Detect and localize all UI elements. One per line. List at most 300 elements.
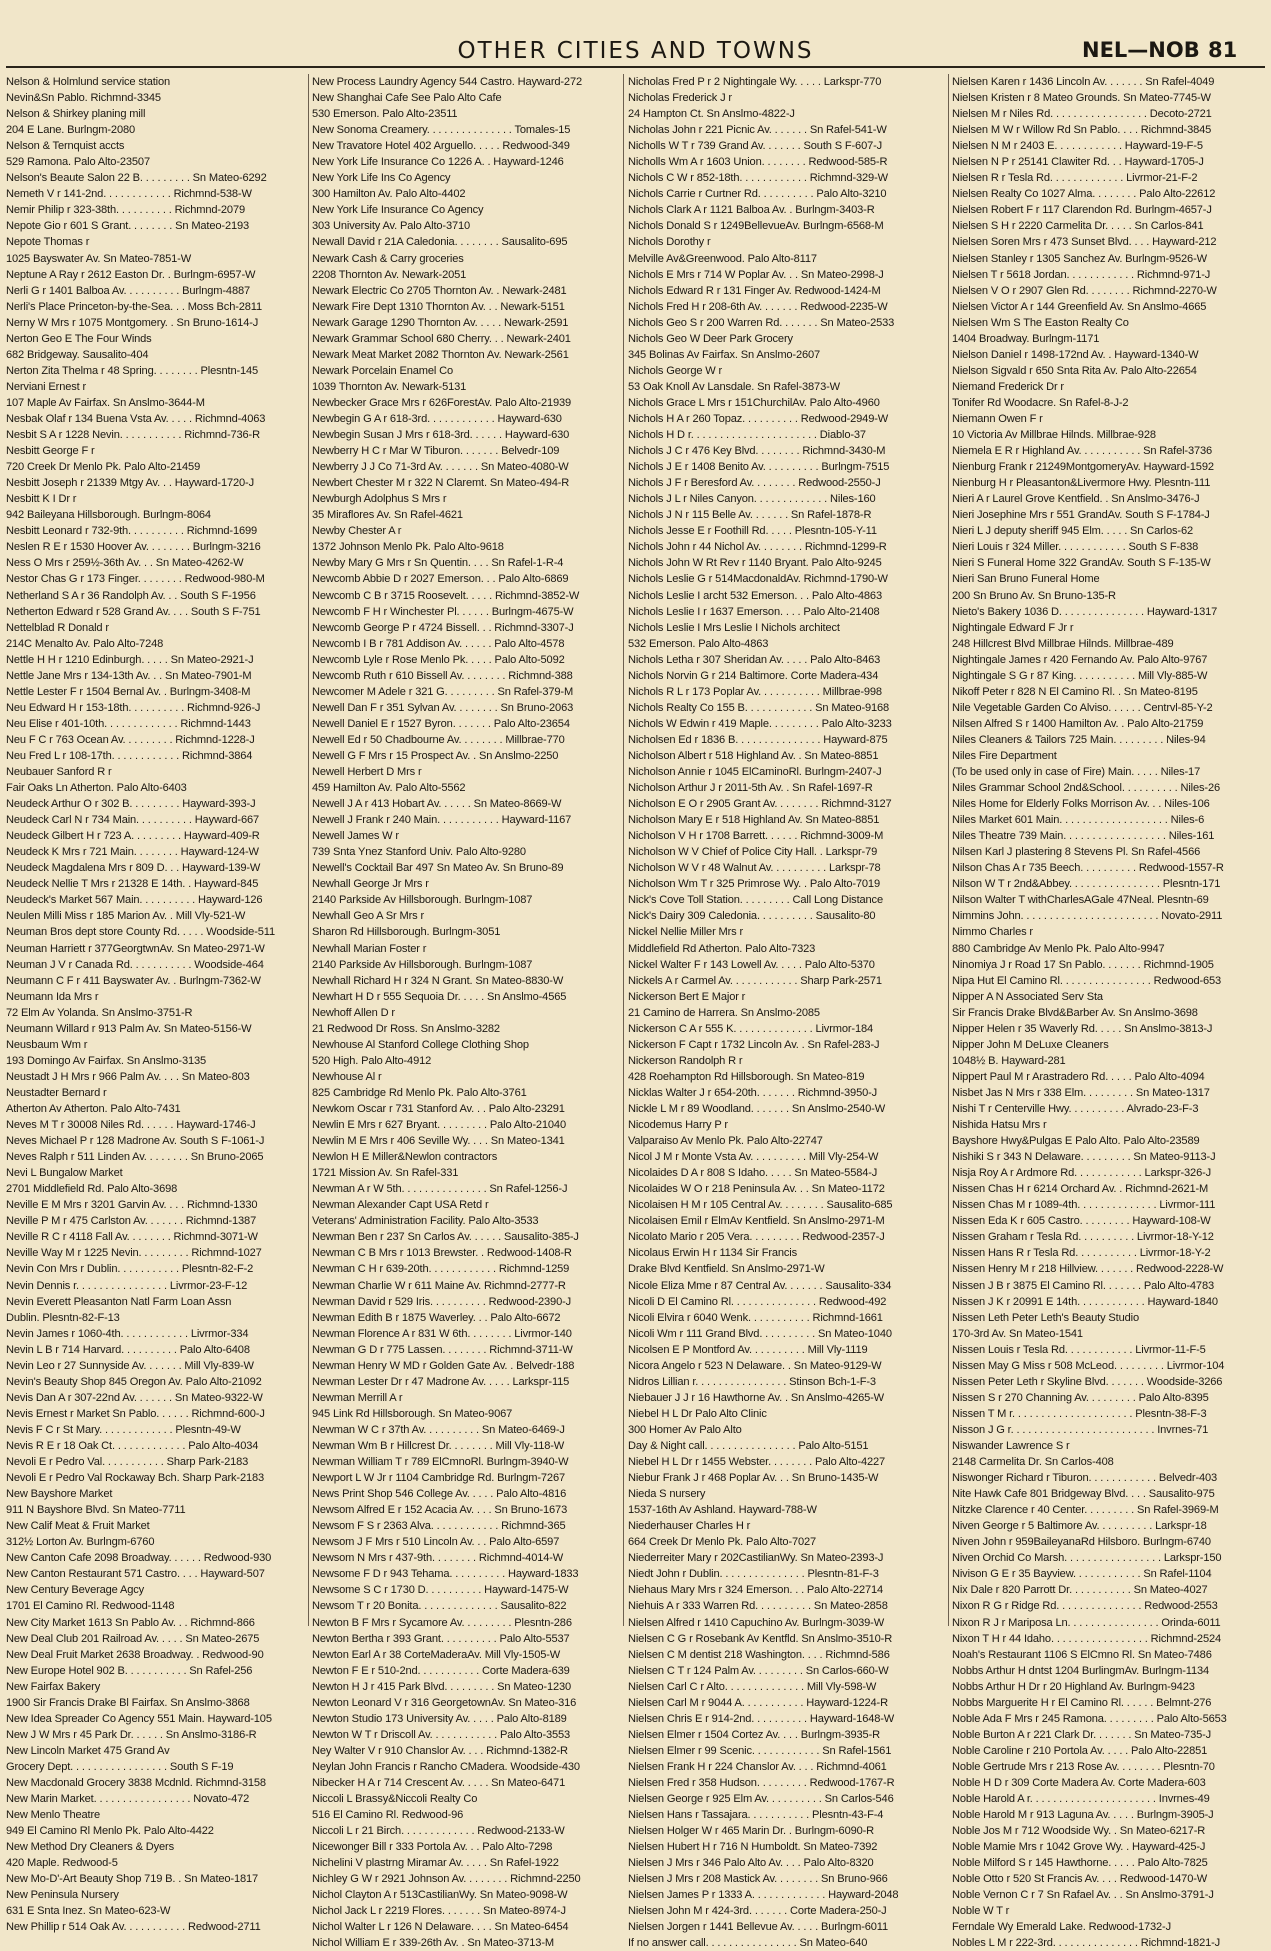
listing-entry: Newell G F Mrs r 15 Prospect Av. . Sn Anslmo-2250	[312, 749, 559, 762]
listing-entry: Noble Jos M r 712 Woodside Wy. . Sn Mateo-6217-R	[952, 1825, 1206, 1838]
listing-entry: Nichols Dorothy r	[628, 236, 711, 249]
listing-entry: Newsom F S r 2363 Alva. . . . . . . . . . . . Richmnd-365	[312, 1520, 566, 1533]
listing-entry: Nichols J N r 115 Belle Av. . . . . . . Sn Rafel-1878-R	[628, 509, 872, 522]
listing-entry: 516 El Camino Rl. Redwood-96	[312, 1809, 464, 1822]
listing-entry: Noble Gertrude Mrs r 213 Rose Av. . . . . . . . Plesntn-70	[952, 1760, 1215, 1773]
listing-entry: Newton B F Mrs r Sycamore Av. . . . . . . . . Plesntn-286	[312, 1616, 572, 1629]
listing-entry: 303 University Av. Palo Alto-3710	[312, 220, 471, 233]
listing-entry: Neulen Milli Miss r 185 Marion Av. . Mill Vly-521-W	[6, 910, 246, 923]
listing-entry: Neudeck K Mrs r 721 Main. . . . . . . . Hayward-124-W	[6, 846, 259, 859]
listing-entry: 2208 Thornton Av. Newark-2051	[312, 268, 467, 281]
listing-entry: Nissen T M r. . . . . . . . . . . . . . . . . . . . . Plesntn-38-F-3	[952, 1407, 1207, 1420]
listing-entry: Nielsen J Mrs r 208 Mastick Av. . . . . . . . Sn Bruno-966	[628, 1873, 888, 1886]
listing-entry: Nielsen Fred r 358 Hudson. . . . . . . . . Redwood-1767-R	[628, 1776, 895, 1789]
listing-entry: Nibecker H A r 714 Crescent Av. . . . . Sn Mateo-6471	[312, 1776, 566, 1789]
listing-entry: Nissen Hans R r Tesla Rd. . . . . . . . . . . Livrmor-18-Y-2	[952, 1247, 1211, 1260]
listing-entry: Neves Ralph r 511 Linden Av. . . . . . . . Sn Bruno-2065	[6, 1151, 264, 1164]
listing-entry: Nissen Eda K r 605 Castro. . . . . . . . . Hayward-108-W	[952, 1215, 1211, 1228]
listing-entry: Nielsen Soren Mrs r 473 Sunset Blvd. . . . Hayward-212	[952, 236, 1217, 249]
listing-entry: Nichols Geo W Deer Park Grocery	[628, 332, 793, 345]
listing-entry: Nesbak Olaf r 134 Buena Vsta Av. . . . . Richmnd-4063	[6, 412, 266, 425]
listing-entry: Newark Meat Market 2082 Thornton Av. Newark-2561	[312, 348, 569, 361]
listing-entry: Nissen Chas M r 1089-4th. . . . . . . . . . . . . . Livrmor-111	[952, 1199, 1216, 1212]
listing-entry: 35 Miraflores Av. Sn Rafel-4621	[312, 509, 463, 522]
listing-entry: 107 Maple Av Fairfax. Sn Anslmo-3644-M	[6, 396, 205, 409]
listing-entry: Nemir Philip r 323-38th. . . . . . . . . . Richmnd-2079	[6, 204, 245, 217]
listing-entry: Nichols J L r Niles Canyon. . . . . . . . . . . . . Niles-160	[628, 493, 876, 506]
listing-entry: Nielsen C G r Rosebank Av Kentfld. Sn Anslmo-3510-R	[628, 1632, 893, 1645]
listing-entry: 21 Redwood Dr Ross. Sn Anslmo-3282	[312, 1022, 500, 1035]
listing-entry: Nichols H A r 260 Topaz. . . . . . . . . . Redwood-2949-W	[628, 412, 889, 425]
listing-entry: New Lincoln Market 475 Grand Av	[6, 1744, 170, 1757]
listing-entry: Nielsen C T r 124 Palm Av. . . . . . . . . Sn Carlos-660-W	[628, 1664, 889, 1677]
listing-entry: Nightingale Edward F Jr r	[952, 621, 1074, 634]
listing-entry: Newman Charlie W r 611 Maine Av. Richmnd-2777-R	[312, 1279, 566, 1292]
listing-entry: Nevin Con Mrs r Dublin. . . . . . . . . . . Plesntn-82-F-2	[6, 1263, 254, 1276]
listing-entry: Nichols Carrie r Curtner Rd. . . . . . . . . . Palo Alto-3210	[628, 188, 887, 201]
listing-entry: 664 Creek Dr Menlo Pk. Palo Alto-7027	[628, 1536, 817, 1549]
listing-entry: Neville R C r 4118 Fall Av. . . . . . . . Richmnd-3071-W	[6, 1231, 258, 1244]
listing-entry: Nichols John W Rt Rev r 1140 Bryant. Palo Alto-9245	[628, 557, 882, 570]
listing-entry: Nimmo Charles r	[952, 926, 1033, 939]
listing-entry: Niemela E R r Highland Av. . . . . . . . . . . Sn Rafel-3736	[952, 445, 1213, 458]
listing-entry: Nevis R E r 18 Oak Ct. . . . . . . . . . . . . Palo Alto-4034	[6, 1439, 259, 1452]
listing-entry: 1721 Mission Av. Sn Rafel-331	[312, 1167, 459, 1180]
listing-entry: Nevoli E r Pedro Val. . . . . . . . . . . Sharp Park-2183	[6, 1456, 249, 1469]
listing-entry: New Canton Cafe 2098 Broadway. . . . . . Redwood-930	[6, 1552, 272, 1565]
listing-entry: Nielsen John M r 424-3rd. . . . . . . Corte Madera-250-J	[628, 1905, 887, 1918]
listing-entry: Newhouse Al Stanford College Clothing Shop	[312, 1038, 529, 1051]
listing-entry: 1404 Broadway. Burlngm-1171	[952, 332, 1100, 345]
listing-entry: Nichol William E r 339-26th Av. . Sn Mateo-3713-M	[312, 1937, 554, 1950]
listing-entry: 459 Hamilton Av. Palo Alto-5562	[312, 782, 466, 795]
listing-entry: Nichley G W r 2921 Johnson Av. . . . . . . . Richmnd-2250	[312, 1873, 581, 1886]
listing-entry: Nielsen James P r 1333 A. . . . . . . . . . . . . Hayward-2048	[628, 1889, 899, 1902]
listing-column-2	[312, 74, 618, 1950]
listing-entry: Nicolaus Erwin H r 1134 Sir Francis	[628, 1247, 798, 1260]
listing-entry: Newlin E Mrs r 627 Bryant. . . . . . . . . Palo Alto-21040	[312, 1119, 566, 1132]
listing-entry: Newell Daniel E r 1527 Byron. . . . . . . Palo Alto-23654	[312, 717, 570, 730]
listing-entry: Nissen Chas H r 6214 Orchard Av. . Richmnd-2621-M	[952, 1183, 1209, 1196]
listing-entry: Nipa Hut El Camino Rl. . . . . . . . . . . . . . . . Redwood-653	[952, 974, 1222, 987]
listing-entry: 682 Bridgeway. Sausalito-404	[6, 348, 149, 361]
listing-entry: Newark Garage 1290 Thornton Av. . . . . Newark-2591	[312, 316, 569, 329]
listing-entry: Nicole Eliza Mme r 87 Central Av. . . . . . . Sausalito-334	[628, 1279, 892, 1292]
listing-entry: Sir Francis Drake Blvd&Barber Av. Sn Anslmo-3698	[952, 1006, 1198, 1019]
listing-entry: Newton Leonard V r 316 GeorgetownAv. Sn Mateo-316	[312, 1696, 577, 1709]
listing-entry: Noble Harold A r. . . . . . . . . . . . . . . . . . . . . . Invrnes-49	[952, 1793, 1210, 1806]
listing-entry: Nichols R L r 173 Poplar Av. . . . . . . . . . . Millbrae-998	[628, 685, 882, 698]
listing-entry: New Idea Spreader Co Agency 551 Main. Hayward-105	[6, 1712, 272, 1725]
listing-column-4	[952, 74, 1265, 1950]
listing-entry: Nielsen J Mrs r 346 Palo Alto Av. . . . Palo Alto-8320	[628, 1857, 874, 1870]
column-divider	[948, 74, 949, 1626]
listing-column-1	[6, 74, 305, 1934]
listing-entry: Nightingale James r 420 Fernando Av. Palo Alto-9767	[952, 653, 1208, 666]
listing-entry: Nissen Peter Leth r Skyline Blvd. . . . . . . Woodside-3266	[952, 1375, 1223, 1388]
listing-entry: Nishida Hatsu Mrs r	[952, 1119, 1047, 1132]
listing-entry: Day & Night call. . . . . . . . . . . . . . . . Palo Alto-5151	[628, 1439, 869, 1452]
listing-entry: Noble Vernon C r 7 Sn Rafael Av. . . Sn Anslmo-3791-J	[952, 1889, 1214, 1902]
listing-entry: Neudeck Arthur O r 302 B. . . . . . . . . Hayward-393-J	[6, 798, 256, 811]
column-divider	[623, 74, 624, 1626]
listing-entry: Ney Walter V r 910 Chanslor Av. . . . Richmnd-1382-R	[312, 1744, 568, 1757]
listing-entry: Nicoli D El Camino Rl. . . . . . . . . . . . . . . Redwood-492	[628, 1295, 887, 1308]
listing-entry: Nicoli Wm r 111 Grand Blvd. . . . . . . . . . Sn Mateo-1040	[628, 1327, 892, 1340]
listing-entry: Nicholls W T r 739 Grand Av. . . . . . . South S F-607-J	[628, 140, 883, 153]
listing-entry: Neu F C r 763 Ocean Av. . . . . . . . . Richmnd-1228-J	[6, 733, 255, 746]
listing-entry: Newport L W Jr r 1104 Cambridge Rd. Burlngm-7267	[312, 1472, 565, 1485]
listing-entry: Nichols J C r 476 Key Blvd. . . . . . . . Richmnd-3430-M	[628, 445, 886, 458]
listing-entry: Newell Dan F r 351 Sylvan Av. . . . . . . . Sn Bruno-2063	[312, 701, 574, 714]
listing-entry: Nichols Realty Co 155 B. . . . . . . . . . . . Sn Mateo-9168	[628, 701, 890, 714]
listing-entry: Nicholson Wm T r 325 Primrose Wy. . Palo Alto-7019	[628, 878, 880, 891]
listing-entry: Niehaus Mary Mrs r 324 Emerson. . . Palo Alto-22714	[628, 1584, 884, 1597]
listing-entry: Neu Fred L r 108-17th. . . . . . . . . . . . Richmnd-3864	[6, 749, 253, 762]
listing-entry: Nick's Cove Toll Station. . . . . . . . . Call Long Distance	[628, 894, 883, 907]
listing-entry: 300 Hamilton Av. Palo Alto-4402	[312, 188, 466, 201]
listing-entry: Nicol J M r Monte Vsta Av. . . . . . . . . . Mill Vly-254-W	[628, 1151, 879, 1164]
listing-entry: Nissen J B r 3875 El Camino Rl. . . . . . . Palo Alto-4783	[952, 1279, 1214, 1292]
listing-entry: Nicholson W V r 48 Walnut Av. . . . . . . . . . Larkspr-78	[628, 862, 881, 875]
listing-entry: Noble Otto r 520 St Francis Av. . . . Redwood-1470-W	[952, 1873, 1208, 1886]
listing-entry: Nobles L M r 222-3rd. . . . . . . . . . . . . . . Richmnd-1821-J	[952, 1937, 1221, 1950]
listing-entry: Nippert Paul M r Arastradero Rd. . . . . Palo Alto-4094	[952, 1070, 1205, 1083]
listing-entry: Nichols Clark A r 1121 Balboa Av. . Burlngm-3403-R	[628, 204, 875, 217]
listing-entry: Nettle H H r 1210 Edinburgh. . . . . Sn Mateo-2921-J	[6, 653, 254, 666]
listing-entry: Nicholson Albert r 518 Highland Av. . Sn Mateo-8851	[628, 749, 879, 762]
listing-entry: 1372 Johnson Menlo Pk. Palo Alto-9618	[312, 541, 504, 554]
listing-entry: 1900 Sir Francis Drake Bl Fairfax. Sn Anslmo-3868	[6, 1696, 250, 1709]
listing-entry: 911 N Bayshore Blvd. Sn Mateo-7711	[6, 1504, 186, 1517]
listing-entry: 72 Elm Av Yolanda. Sn Anslmo-3751-R	[6, 1006, 193, 1019]
listing-entry: Newhall Marian Foster r	[312, 942, 427, 955]
listing-entry: Niles Cleaners & Tailors 725 Main. . . . . . . . . Niles-94	[952, 733, 1206, 746]
listing-entry: Neuman J V r Canada Rd. . . . . . . . . . . Woodside-464	[6, 958, 264, 971]
listing-entry: Nielsen Hans r Tassajara. . . . . . . . . . . Plesntn-43-F-4	[628, 1809, 884, 1822]
listing-entry: Nicholson Arthur J r 2011-5th Av. . Sn Rafel-1697-R	[628, 782, 873, 795]
listing-entry: New Calif Meat & Fruit Market	[6, 1520, 150, 1533]
listing-entry: Newman C B Mrs r 1013 Brewster. . Redwood-1408-R	[312, 1247, 572, 1260]
listing-entry: Nixon T H r 44 Idaho. . . . . . . . . . . . . . . . . Richmnd-2524	[952, 1632, 1221, 1645]
listing-entry: Newberry H C r Mar W Tiburon. . . . . . . Belvedr-109	[312, 445, 560, 458]
listing-entry: Nixon R G r Ridge Rd. . . . . . . . . . . . . . . Redwood-2553	[952, 1600, 1218, 1613]
listing-entry: Nicolaisen H M r 105 Central Av. . . . . . . . Sausalito-685	[628, 1199, 893, 1212]
listing-entry: Newbecker Grace Mrs r 626ForestAv. Palo Alto-21939	[312, 396, 572, 409]
listing-entry: Nesbit S A r 1228 Nevin. . . . . . . . . . . Richmnd-736-R	[6, 429, 260, 442]
listing-entry: Nissen Graham r Tesla Rd. . . . . . . . . . Livrmor-18-Y-12	[952, 1231, 1214, 1244]
listing-entry: Neville P M r 475 Carlston Av. . . . . . . Richmnd-1387	[6, 1215, 257, 1228]
listing-entry: 193 Domingo Av Fairfax. Sn Anslmo-3135	[6, 1054, 207, 1067]
listing-entry: Nichol Clayton A r 513CastilianWy. Sn Mateo-9098-W	[312, 1889, 568, 1902]
listing-entry: Newman Alexander Capt USA Retd r	[312, 1199, 489, 1212]
listing-entry: Newell Herbert D Mrs r	[312, 766, 422, 779]
listing-entry: Nevis F C r St Mary. . . . . . . . . . . . . Plesntn-49-W	[6, 1423, 241, 1436]
listing-entry: Noble Caroline r 210 Portola Av. . . . . Palo Alto-22851	[952, 1744, 1208, 1757]
listing-entry: Newark Electric Co 2705 Thornton Av. . Newark-2481	[312, 284, 567, 297]
listing-entry: Nobbs Marguerite H r El Camino Rl. . . . . . Belmnt-276	[952, 1696, 1212, 1709]
listing-entry: Netherland S A r 36 Randolph Av. . . South S F-1956	[6, 589, 256, 602]
listing-entry: New Canton Restaurant 571 Castro. . . . Hayward-507	[6, 1568, 265, 1581]
listing-entry: Nicholson W V Chief of Police City Hall. . Larkspr-79	[628, 846, 878, 859]
column-divider	[308, 74, 309, 1626]
listing-entry: Nemeth V r 141-2nd. . . . . . . . . . . . Richmnd-538-W	[6, 188, 252, 201]
listing-entry: Nesbitt Leonard r 732-9th. . . . . . . . . . Richmnd-1699	[6, 525, 258, 538]
listing-entry: Nishiki S r 343 N Delaware. . . . . . . . . Sn Mateo-9113-J	[952, 1151, 1216, 1164]
listing-entry: Newall David r 21A Caledonia. . . . . . . . Sausalito-695	[312, 236, 568, 249]
listing-entry: Nevis Dan A r 307-22nd Av. . . . . . . Sn Mateo-9322-W	[6, 1391, 263, 1404]
listing-entry: Neudeck's Market 567 Main. . . . . . . . . . Hayward-126	[6, 894, 263, 907]
listing-entry: New Process Laundry Agency 544 Castro. Hayward-272	[312, 76, 582, 88]
listing-entry: Nisson J G r. . . . . . . . . . . . . . . . . . . . . . . . . Invrnes-71	[952, 1423, 1209, 1436]
listing-entry: Neu Edward H r 153-18th. . . . . . . . . . Richmnd-926-J	[6, 701, 261, 714]
listing-entry: Nielsen Alfred r 1410 Capuchino Av. Burlngm-3039-W	[628, 1616, 885, 1629]
listing-entry: Neumann Ida Mrs r	[6, 990, 99, 1003]
listing-entry: Nichols Norvin G r 214 Baltimore. Corte Madera-434	[628, 669, 879, 682]
listing-entry: Nicolsen E P Montford Av. . . . . . . . . . Mill Vly-1119	[628, 1343, 868, 1356]
listing-entry: Newman A r W 5th. . . . . . . . . . . . . . . Sn Rafel-1256-J	[312, 1183, 568, 1196]
listing-entry: Newton Earl A r 38 CorteMaderaAv. Mill Vly-1505-W	[312, 1648, 561, 1661]
listing-entry: Nick's Dairy 309 Caledonia. . . . . . . . . . Sausalito-80	[628, 910, 876, 923]
listing-entry: Nichols J E r 1408 Benito Av. . . . . . . . . . Burlngm-7515	[628, 461, 890, 474]
listing-entry: Nielsen C M dentist 218 Washington. . . . Richmnd-586	[628, 1648, 890, 1661]
listing-entry: Nickerson C A r 555 K. . . . . . . . . . . . . . Livrmor-184	[628, 1022, 874, 1035]
listing-entry: Nieda S nursery	[628, 1488, 706, 1501]
listing-entry: Newman G D r 775 Lassen. . . . . . . . Richmnd-3711-W	[312, 1343, 573, 1356]
listing-entry: Nickerson Bert E Major r	[628, 990, 746, 1003]
listing-entry: Newcomb I B r 781 Addison Av. . . . . . Palo Alto-4578	[312, 637, 565, 650]
listing-entry: Ness O Mrs r 259½-36th Av. . . Sn Mateo-4262-W	[6, 557, 244, 570]
listing-entry: Nicolaides D A r 808 S Idaho. . . . . Sn Mateo-5584-J	[628, 1167, 878, 1180]
listing-entry: Nettle Jane Mrs r 134-13th Av. . . Sn Mateo-7901-M	[6, 669, 252, 682]
listing-entry: New Method Dry Cleaners & Dyers	[6, 1841, 174, 1854]
listing-entry: Nicholls Wm A r 1603 Union. . . . . . . . Redwood-585-R	[628, 156, 888, 169]
listing-entry: Nerny W Mrs r 1075 Montgomery. . Sn Bruno-1614-J	[6, 316, 259, 329]
listing-entry: Newman Edith B r 1875 Waverley. . . Palo Alto-6672	[312, 1311, 561, 1324]
listing-entry: Nelson's Beaute Salon 22 B. . . . . . . . . Sn Mateo-6292	[6, 172, 267, 185]
listing-entry: Nicholas Frederick J r	[628, 92, 732, 105]
listing-entry: Nicora Angelo r 523 N Delaware. . Sn Mateo-9129-W	[628, 1359, 882, 1372]
listing-entry: Nielsen Hubert H r 716 N Humboldt. Sn Mateo-7392	[628, 1841, 878, 1854]
listing-entry: 345 Bolinas Av Fairfax. Sn Anslmo-2607	[628, 348, 821, 361]
listing-entry: Nicholson V H r 1708 Barrett. . . . . . Richmnd-3009-M	[628, 830, 884, 843]
listing-entry: Nipper A N Associated Serv Sta	[952, 990, 1103, 1003]
page-header	[0, 0, 1271, 64]
listing-entry: 10 Victoria Av Millbrae Hilnds. Millbrae-928	[952, 429, 1156, 442]
listing-entry: 214C Menalto Av. Palo Alto-7248	[6, 637, 164, 650]
listing-entry: 530 Emerson. Palo Alto-23511	[312, 108, 458, 121]
listing-entry: Nettelblad R Donald r	[6, 621, 109, 634]
listing-entry: 1039 Thornton Av. Newark-5131	[312, 380, 467, 393]
listing-entry: 529 Ramona. Palo Alto-23507	[6, 156, 150, 169]
listing-entry: 53 Oak Knoll Av Lansdale. Sn Rafel-3873-W	[628, 380, 840, 393]
listing-entry: Nivison G E r 35 Bayview. . . . . . . . . . . . Sn Rafel-1104	[952, 1568, 1212, 1581]
listing-entry: Nichols George W r	[628, 364, 723, 377]
listing-entry: Nicholson E O r 2905 Grant Av. . . . . . . . Richmnd-3127	[628, 798, 892, 811]
listing-entry: Nevin James r 1060-4th. . . . . . . . . . . . Livrmor-334	[6, 1327, 249, 1340]
listing-entry: Neudeck Carl N r 734 Main. . . . . . . . . . Hayward-667	[6, 814, 260, 827]
listing-entry: Nicholson Mary E r 518 Highland Av. Sn Mateo-8851	[628, 814, 880, 827]
listing-entry: Niles Fire Department	[952, 749, 1057, 762]
listing-entry: Nieri Josephine Mrs r 551 GrandAv. South S F-1784-J	[952, 509, 1210, 522]
listing-entry: Tonifer Rd Woodacre. Sn Rafel-8-J-2	[952, 396, 1129, 409]
listing-entry: Nevoli E r Pedro Val Rockaway Bch. Sharp Park-2183	[6, 1472, 265, 1485]
listing-entry: Niedt John r Dublin. . . . . . . . . . . . . . . Plesntn-81-F-3	[628, 1568, 879, 1581]
listing-entry: Nepote Thomas r	[6, 236, 90, 249]
listing-entry: Nitzke Clarence r 40 Center. . . . . . . . . Sn Rafel-3969-M	[952, 1504, 1219, 1517]
listing-entry: Niven John r 959BaileyanaRd Hilsboro. Burlngm-6740	[952, 1536, 1211, 1549]
listing-entry: Neustadt J H Mrs r 966 Palm Av. . . . Sn Mateo-803	[6, 1070, 250, 1083]
listing-entry: Nielsen Carl C r Alto. . . . . . . . . . . . . . Mill Vly-598-W	[628, 1680, 877, 1693]
listing-entry: Nielsen Stanley r 1305 Sanchez Av. Burlngm-9526-W	[952, 252, 1207, 265]
listing-entry: Nickerson F Capt r 1732 Lincoln Av. . Sn Rafel-283-J	[628, 1038, 880, 1051]
listing-entry: Fair Oaks Ln Atherton. Palo Alto-6403	[6, 782, 187, 795]
listing-entry: Nevin&Sn Pablo. Richmnd-3345	[6, 92, 161, 105]
listing-entry: Nevin's Beauty Shop 845 Oregon Av. Palo Alto-21092	[6, 1375, 262, 1388]
listing-entry: Nevin L B r 714 Harvard. . . . . . . . . . Palo Alto-6408	[6, 1343, 250, 1356]
listing-entry: 739 Snta Ynez Stanford Univ. Palo Alto-9280	[312, 846, 526, 859]
listing-entry: Nipper Helen r 35 Waverly Rd. . . . . Sn Anslmo-3813-J	[952, 1022, 1213, 1035]
listing-entry: Newkom Oscar r 731 Stanford Av. . . Palo Alto-23291	[312, 1103, 565, 1115]
listing-entry: Nielsen Elmer r 99 Scenic. . . . . . . . . . . . Sn Rafel-1561	[628, 1744, 892, 1757]
listing-entry: Nobbs Arthur H Dr r 20 Highland Av. Burlngm-9423	[952, 1680, 1195, 1693]
listing-entry: Noble Harold M r 913 Laguna Av. . . . . Burlngm-3905-J	[952, 1809, 1214, 1822]
listing-entry: Nisbet Jas N Mrs r 338 Elm. . . . . . . . . Sn Mateo-1317	[952, 1086, 1210, 1099]
listing-entry: New Macdonald Grocery 3838 Mcdnld. Richmnd-3158	[6, 1776, 266, 1789]
listing-entry: Nichols Leslie I archt 532 Emerson. . . Palo Alto-4863	[628, 589, 882, 602]
listing-entry: New Shanghai Cafe See Palo Alto Cafe	[312, 92, 502, 105]
listing-entry: Newsom T r 20 Bonita. . . . . . . . . . . . . . Sausalito-822	[312, 1600, 567, 1613]
listing-entry: Nielson Daniel r 1498-172nd Av. . Hayward-1340-W	[952, 348, 1199, 361]
listing-entry: Noble Milford S r 145 Hawthorne. . . . . Palo Alto-7825	[952, 1857, 1208, 1870]
listing-entry: Newsome F D r 943 Tehama. . . . . . . . . . Hayward-1833	[312, 1568, 579, 1581]
listing-entry: Nerton Geo E The Four Winds	[6, 332, 152, 345]
listing-entry: Nielsen M r Niles Rd. . . . . . . . . . . . . . . . . Decoto-2721	[952, 108, 1212, 121]
listing-entry: Nienburg H r Pleasanton&Livermore Hwy. Plesntn-111	[952, 477, 1211, 490]
listing-entry: Nightingale S G r 87 King. . . . . . . . . . . Mill Vly-885-W	[952, 669, 1208, 682]
listing-entry: Nicklas Walter J r 654-20th. . . . . . . Richmnd-3950-J	[628, 1086, 878, 1099]
listing-entry: Newark Grammar School 680 Cherry. . . Newark-2401	[312, 332, 571, 345]
listing-entry: (To be used only in case of Fire) Main. . . . . Niles-17	[952, 766, 1201, 779]
listing-entry: Nichols Leslie I r 1637 Emerson. . . . Palo Alto-21408	[628, 605, 880, 618]
listing-entry: Niles Market 601 Main. . . . . . . . . . . . . . . . . . . Niles-6	[952, 814, 1205, 827]
listing-entry: Nielsen Karen r 1436 Lincoln Av. . . . . . . Sn Rafel-4049	[952, 76, 1215, 88]
listing-entry: Niles Grammar School 2nd&School. . . . . . . . . . Niles-26	[952, 782, 1220, 795]
listing-entry: Nissen Louis r Tesla Rd. . . . . . . . . . . . Livrmor-11-F-5	[952, 1343, 1206, 1356]
listing-entry: Niven Orchid Co Marsh. . . . . . . . . . . . . . . . . Larkspr-150	[952, 1552, 1222, 1565]
listing-entry: Nerli G r 1401 Balboa Av. . . . . . . . . . Burlngm-4887	[6, 284, 250, 297]
listing-entry: Nielsen S H r 2220 Carmelita Dr. . . . . Sn Carlos-841	[952, 220, 1204, 233]
listing-entry: Noble Burton A r 221 Clark Dr. . . . . . . Sn Mateo-735-J	[952, 1728, 1212, 1741]
listing-entry: Newark Fire Dept 1310 Thornton Av. . . Newark-5151	[312, 300, 565, 313]
listing-entry: Nichols H D r. . . . . . . . . . . . . . . . . . . . . . Diablo-37	[628, 429, 866, 442]
listing-entry: Newlon H E Miller&Newlon contractors	[312, 1151, 498, 1164]
listing-entry: Nelson & Holmlund service station	[6, 76, 170, 88]
listing-entry: Niebel H L Dr Palo Alto Clinic	[628, 1407, 767, 1420]
listing-entry: Niccoli L r 21 Birch. . . . . . . . . . . . . Redwood-2133-W	[312, 1825, 565, 1838]
listing-entry: Melville Av&Greenwood. Palo Alto-8117	[628, 252, 817, 265]
listing-entry: Nielsen N P r 25141 Clawiter Rd. . . Hayward-1705-J	[952, 156, 1204, 169]
listing-entry: 2140 Parkside Av Hillsborough. Burlngm-1087	[312, 958, 533, 971]
listing-entry: 204 E Lane. Burlngm-2080	[6, 124, 135, 137]
listing-entry: Neylan John Francis r Rancho CMadera. Woodside-430	[312, 1760, 580, 1773]
listing-entry: Nicholas Fred P r 2 Nightingale Wy. . . . . Larkspr-770	[628, 76, 882, 88]
listing-entry: Nielsen M W r Willow Rd Sn Pablo. . . . Richmnd-3845	[952, 124, 1212, 137]
listing-entry: Nielsen T r 5618 Jordan. . . . . . . . . . . . Richmnd-971-J	[952, 268, 1211, 281]
listing-entry: 825 Cambridge Rd Menlo Pk. Palo Alto-3761	[312, 1086, 527, 1099]
listing-entry: New Travatore Hotel 402 Arguello. . . . . Redwood-349	[312, 140, 570, 153]
listing-entry: Neuman Harriett r 377GeorgtwnAv. Sn Mateo-2971-W	[6, 942, 265, 955]
listing-entry: New Peninsula Nursery	[6, 1889, 119, 1902]
listing-entry: 949 El Camino Rl Menlo Pk. Palo Alto-4422	[6, 1825, 214, 1838]
listing-entry: Newell's Cocktail Bar 497 Sn Mateo Av. Sn Bruno-89	[312, 862, 564, 875]
listing-entry: 1048½ B. Hayward-281	[952, 1054, 1066, 1067]
listing-entry: 532 Emerson. Palo Alto-4863	[628, 637, 769, 650]
page-range: NEL—NOB	[1082, 38, 1200, 62]
listing-entry: Nelson & Shirkey planing mill	[6, 108, 146, 121]
listing-entry: 942 Baileyana Hillsborough. Burlngm-8064	[6, 509, 211, 522]
listing-entry: Newton Studio 173 University Av. . . . . Palo Alto-8189	[312, 1712, 567, 1725]
listing-entry: Newhart H D r 555 Sequoia Dr. . . . . Sn Anslmo-4565	[312, 990, 567, 1003]
listing-entry: New York Life Insurance Co Agency	[312, 204, 484, 217]
listing-entry: New Deal Club 201 Railroad Av. . . . . Sn Mateo-2675	[6, 1632, 260, 1645]
listing-entry: Ninomiya J r Road 17 Sn Pablo. . . . . . . Richmnd-1905	[952, 958, 1214, 971]
listing-entry: Nilson Walter T withCharlesAGale 47Neal. Plesntn-69	[952, 894, 1209, 907]
listing-entry: Nielsen Chris E r 914-2nd. . . . . . . . . . Hayward-1648-W	[628, 1712, 895, 1725]
listing-entry: New Mo-D'-Art Beauty Shop 719 B. . Sn Mateo-1817	[6, 1873, 259, 1886]
listing-entry: New York Life Ins Co Agency	[312, 172, 451, 185]
listing-entry: New Century Beverage Agcy	[6, 1584, 145, 1597]
listing-entry: Niemand Frederick Dr r	[952, 380, 1064, 393]
listing-entry: 312½ Lorton Av. Burlngm-6760	[6, 1536, 155, 1549]
listing-column-3	[628, 74, 944, 1950]
listing-entry: Nevin Leo r 27 Sunnyside Av. . . . . . . Mill Vly-839-W	[6, 1359, 254, 1372]
listing-entry: Noble Mamie Mrs r 1042 Grove Wy. . Hayward-425-J	[952, 1841, 1206, 1854]
listing-entry: Nieri A r Laurel Grove Kentfield. . Sn Anslmo-3476-J	[952, 493, 1200, 506]
listing-entry: Newton F E r 510-2nd. . . . . . . . . . . Corte Madera-639	[312, 1664, 570, 1677]
listing-entry: Newell James W r	[312, 830, 399, 843]
listing-entry: Neu Elise r 401-10th. . . . . . . . . . . . . Richmnd-1443	[6, 717, 251, 730]
listing-entry: 21 Camino de Harrera. Sn Anslmo-2085	[628, 1006, 820, 1019]
listing-entry: Nickerson Randolph R r	[628, 1054, 743, 1067]
listing-entry: Grocery Dept. . . . . . . . . . . . . . . . . South S F-19	[6, 1760, 234, 1773]
listing-entry: Nichols C W r 852-18th. . . . . . . . . . . . Richmnd-329-W	[628, 172, 888, 185]
listing-entry: Newhall George Jr Mrs r	[312, 878, 429, 891]
listing-entry: Nichols Jesse E r Foothill Rd. . . . . Plesntn-105-Y-11	[628, 525, 877, 538]
listing-entry: Nielsen V O r 2907 Glen Rd. . . . . . . . Richmnd-2270-W	[952, 284, 1217, 297]
listing-entry: Niswander Lawrence S r	[952, 1439, 1070, 1452]
listing-entry: Nicolaisen Emil r ElmAv Kentfield. Sn Anslmo-2971-M	[628, 1215, 885, 1228]
listing-entry: New Phillip r 514 Oak Av. . . . . . . . . . . Redwood-2711	[6, 1921, 261, 1934]
listing-entry: Nicholas John r 221 Picnic Av. . . . . . . Sn Rafel-541-W	[628, 124, 887, 137]
listing-entry: Newberry J J Co 71-3rd Av. . . . . . . Sn Mateo-4080-W	[312, 461, 569, 474]
listing-entry: New Marin Market. . . . . . . . . . . . . . . . . Novato-472	[6, 1793, 250, 1806]
listing-entry: Neslen R E r 1530 Hoover Av. . . . . . . . Burlngm-3216	[6, 541, 261, 554]
listing-entry: 248 Hillcrest Blvd Millbrae Hilnds. Millbrae-489	[952, 637, 1174, 650]
listing-entry: Newell J Frank r 240 Main. . . . . . . . . . . Hayward-1167	[312, 814, 572, 827]
listing-entry: 720 Creek Dr Menlo Pk. Palo Alto-21459	[6, 461, 201, 474]
listing-entry: Nestor Chas G r 173 Finger. . . . . . . . Redwood-980-M	[6, 573, 265, 586]
listing-entry: Nienburg Frank r 21249MontgomeryAv. Hayward-1592	[952, 461, 1214, 474]
listing-entry: Nesbitt K I Dr r	[6, 493, 77, 506]
listing-entry: Neville E M Mrs r 3201 Garvin Av. . . . Richmnd-1330	[6, 1199, 258, 1212]
listing-entry: Newsom N Mrs r 437-9th. . . . . . . . Richmnd-4014-W	[312, 1552, 564, 1565]
listing-entry: Neuman Bros dept store County Rd. . . . . Woodside-511	[6, 926, 275, 939]
listing-entry: Nielsen George r 925 Elm Av. . . . . . . . . . Sn Carlos-546	[628, 1793, 894, 1806]
listing-entry: Nicholson Annie r 1045 ElCaminoRl. Burlngm-2407-J	[628, 766, 882, 779]
listing-entry: Middlefield Rd Atherton. Palo Alto-7323	[628, 942, 816, 955]
listing-entry: New Europe Hotel 902 B. . . . . . . . . . . Sn Rafel-256	[6, 1664, 253, 1677]
